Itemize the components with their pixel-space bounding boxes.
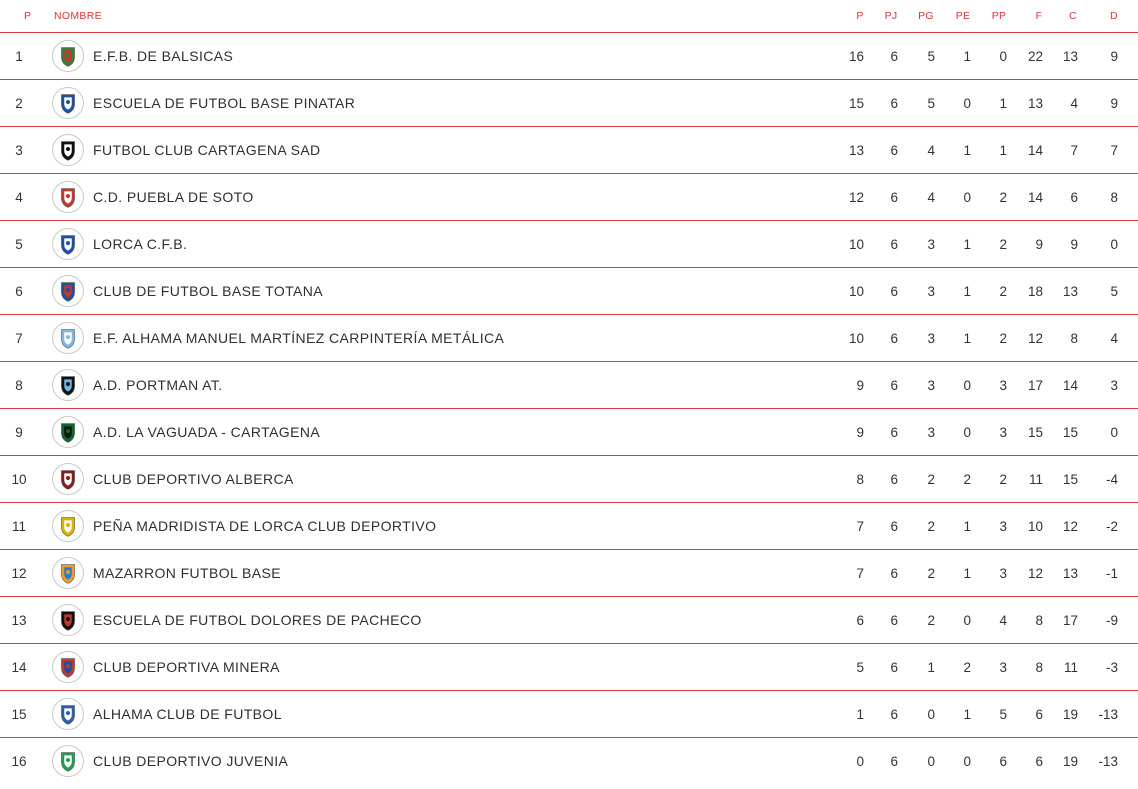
stat-p: 10 xyxy=(848,237,864,252)
stat-c: 13 xyxy=(1062,566,1078,581)
table-row[interactable] xyxy=(0,315,1138,362)
stat-pj: 6 xyxy=(890,707,898,722)
row-position: 6 xyxy=(15,284,23,299)
row-position: 1 xyxy=(15,49,23,64)
stat-c: 4 xyxy=(1070,96,1078,111)
row-position: 3 xyxy=(15,143,23,158)
stat-pj: 6 xyxy=(890,472,898,487)
team-name[interactable]: CLUB DEPORTIVO JUVENIA xyxy=(93,753,289,769)
stat-d: -9 xyxy=(1105,613,1118,628)
stat-d: 3 xyxy=(1110,378,1118,393)
stat-f: 6 xyxy=(1035,707,1043,722)
stat-p: 13 xyxy=(848,143,864,158)
stat-p: 5 xyxy=(856,660,864,675)
stat-pg: 0 xyxy=(927,707,935,722)
table-row[interactable] xyxy=(0,456,1138,503)
stat-pg: 4 xyxy=(927,143,935,158)
row-position: 13 xyxy=(11,613,27,628)
row-position: 8 xyxy=(15,378,23,393)
team-name[interactable]: E.F. ALHAMA MANUEL MARTÍNEZ CARPINTERÍA METÁLICA xyxy=(93,330,505,346)
stat-pp: 1 xyxy=(999,96,1007,111)
stat-p: 1 xyxy=(856,707,864,722)
stat-f: 15 xyxy=(1027,425,1043,440)
row-position: 7 xyxy=(15,331,23,346)
header-pos: P xyxy=(24,10,32,22)
row-position: 2 xyxy=(15,96,23,111)
team-name[interactable]: A.D. LA VAGUADA - CARTAGENA xyxy=(93,424,321,440)
stat-pg: 3 xyxy=(927,237,935,252)
stat-p: 10 xyxy=(848,331,864,346)
team-name[interactable]: CLUB DEPORTIVA MINERA xyxy=(93,659,280,675)
stat-c: 8 xyxy=(1070,331,1078,346)
stat-f: 14 xyxy=(1027,143,1043,158)
stat-pj: 6 xyxy=(890,754,898,769)
stat-c: 14 xyxy=(1062,378,1078,393)
stat-c: 15 xyxy=(1062,425,1078,440)
stat-pg: 3 xyxy=(927,331,935,346)
header-name: NOMBRE xyxy=(54,10,102,22)
alhama-cf-crest-icon xyxy=(52,698,84,730)
header-goals-for: F xyxy=(1035,10,1043,22)
stat-pp: 3 xyxy=(999,378,1007,393)
stat-c: 19 xyxy=(1062,707,1078,722)
table-row[interactable] xyxy=(0,80,1138,127)
stat-pj: 6 xyxy=(890,49,898,64)
team-name[interactable]: A.D. PORTMAN AT. xyxy=(93,377,223,393)
stat-f: 17 xyxy=(1027,378,1043,393)
stat-pe: 0 xyxy=(963,425,971,440)
stat-pj: 6 xyxy=(890,96,898,111)
header-lost: PP xyxy=(991,10,1007,22)
stat-f: 22 xyxy=(1027,49,1043,64)
stat-c: 9 xyxy=(1070,237,1078,252)
stat-f: 8 xyxy=(1035,660,1043,675)
portman-crest-icon xyxy=(52,369,84,401)
stat-pp: 2 xyxy=(999,331,1007,346)
stat-pg: 1 xyxy=(927,660,935,675)
stat-pp: 5 xyxy=(999,707,1007,722)
stat-f: 18 xyxy=(1027,284,1043,299)
stat-d: 8 xyxy=(1110,190,1118,205)
minera-crest-icon xyxy=(52,651,84,683)
stat-pj: 6 xyxy=(890,378,898,393)
stat-c: 19 xyxy=(1062,754,1078,769)
stat-c: 6 xyxy=(1070,190,1078,205)
alhama-mm-crest-icon xyxy=(52,322,84,354)
stat-d: -4 xyxy=(1105,472,1118,487)
row-position: 4 xyxy=(15,190,23,205)
table-row[interactable] xyxy=(0,362,1138,409)
stat-pg: 2 xyxy=(927,472,935,487)
stat-pe: 0 xyxy=(963,613,971,628)
stat-pe: 1 xyxy=(963,284,971,299)
table-row[interactable] xyxy=(0,644,1138,691)
stat-pe: 0 xyxy=(963,754,971,769)
stat-d: 4 xyxy=(1110,331,1118,346)
stat-d: 9 xyxy=(1110,49,1118,64)
stat-f: 10 xyxy=(1027,519,1043,534)
stat-pp: 2 xyxy=(999,237,1007,252)
stat-pj: 6 xyxy=(890,237,898,252)
stat-pg: 5 xyxy=(927,96,935,111)
stat-p: 16 xyxy=(848,49,864,64)
balsicas-crest-icon xyxy=(52,40,84,72)
team-name[interactable]: PEÑA MADRIDISTA DE LORCA CLUB DEPORTIVO xyxy=(93,518,437,534)
puebla-de-soto-crest-icon xyxy=(52,181,84,213)
stat-d: 7 xyxy=(1110,143,1118,158)
team-name[interactable]: ESCUELA DE FUTBOL BASE PINATAR xyxy=(93,95,356,111)
stat-f: 12 xyxy=(1027,566,1043,581)
stat-pj: 6 xyxy=(890,284,898,299)
stat-c: 11 xyxy=(1063,660,1078,675)
juvenia-crest-icon xyxy=(52,745,84,777)
stat-pj: 6 xyxy=(890,331,898,346)
stat-p: 0 xyxy=(856,754,864,769)
team-name[interactable]: E.F.B. DE BALSICAS xyxy=(93,48,234,64)
stat-pp: 3 xyxy=(999,566,1007,581)
dolores-pacheco-crest-icon xyxy=(52,604,84,636)
header-goals-against: C xyxy=(1069,10,1077,22)
table-row[interactable] xyxy=(0,268,1138,315)
stat-pj: 6 xyxy=(890,190,898,205)
row-position: 9 xyxy=(15,425,23,440)
table-row[interactable] xyxy=(0,127,1138,174)
stat-pg: 0 xyxy=(927,754,935,769)
header-drawn: PE xyxy=(955,10,971,22)
row-position: 16 xyxy=(11,754,27,769)
stat-pe: 1 xyxy=(963,519,971,534)
stat-pp: 4 xyxy=(999,613,1007,628)
stat-p: 9 xyxy=(856,425,864,440)
cartagena-crest-icon xyxy=(52,134,84,166)
stat-f: 12 xyxy=(1027,331,1043,346)
stat-d: -1 xyxy=(1105,566,1118,581)
stat-pg: 2 xyxy=(927,519,935,534)
stat-pe: 2 xyxy=(963,472,971,487)
stat-d: 0 xyxy=(1110,425,1118,440)
table-row[interactable] xyxy=(0,550,1138,597)
stat-d: 5 xyxy=(1110,284,1118,299)
table-header xyxy=(0,0,1138,33)
table-row[interactable] xyxy=(0,691,1138,738)
stat-pe: 1 xyxy=(963,143,971,158)
mazarron-crest-icon xyxy=(52,557,84,589)
stat-pp: 3 xyxy=(999,425,1007,440)
table-row[interactable] xyxy=(0,409,1138,456)
row-position: 10 xyxy=(11,472,27,487)
table-row[interactable] xyxy=(0,597,1138,644)
header-won: PG xyxy=(918,10,934,22)
stat-p: 10 xyxy=(848,284,864,299)
row-position: 11 xyxy=(11,519,26,534)
stat-p: 12 xyxy=(848,190,864,205)
table-row[interactable] xyxy=(0,221,1138,268)
stat-pe: 0 xyxy=(963,378,971,393)
stat-pp: 2 xyxy=(999,190,1007,205)
team-name[interactable]: FUTBOL CLUB CARTAGENA SAD xyxy=(93,142,321,158)
stat-pe: 1 xyxy=(963,707,971,722)
table-row[interactable] xyxy=(0,738,1138,785)
stat-c: 13 xyxy=(1062,49,1078,64)
row-position: 12 xyxy=(11,566,27,581)
team-name[interactable]: LORCA C.F.B. xyxy=(93,236,188,252)
stat-pp: 3 xyxy=(999,660,1007,675)
stat-pe: 1 xyxy=(963,331,971,346)
stat-pp: 1 xyxy=(999,143,1007,158)
team-name[interactable]: ESCUELA DE FUTBOL DOLORES DE PACHECO xyxy=(93,612,422,628)
header-played: PJ xyxy=(884,10,898,22)
stat-pj: 6 xyxy=(890,143,898,158)
row-position: 14 xyxy=(11,660,27,675)
stat-pg: 3 xyxy=(927,284,935,299)
stat-d: -13 xyxy=(1098,754,1118,769)
table-row[interactable] xyxy=(0,174,1138,221)
team-name[interactable]: CLUB DE FUTBOL BASE TOTANA xyxy=(93,283,324,299)
stat-pe: 0 xyxy=(963,190,971,205)
stat-pg: 4 xyxy=(927,190,935,205)
stat-f: 13 xyxy=(1027,96,1043,111)
team-name[interactable]: CLUB DEPORTIVO ALBERCA xyxy=(93,471,294,487)
stat-pj: 6 xyxy=(890,660,898,675)
stat-pj: 6 xyxy=(890,425,898,440)
table-body xyxy=(0,33,1138,785)
stat-pg: 3 xyxy=(927,378,935,393)
stat-f: 8 xyxy=(1035,613,1043,628)
stat-pe: 1 xyxy=(963,237,971,252)
stat-pg: 2 xyxy=(927,566,935,581)
team-name[interactable]: ALHAMA CLUB DE FUTBOL xyxy=(93,706,282,722)
stat-c: 13 xyxy=(1062,284,1078,299)
stat-pg: 5 xyxy=(927,49,935,64)
stat-pp: 3 xyxy=(999,519,1007,534)
stat-f: 14 xyxy=(1027,190,1043,205)
team-name[interactable]: MAZARRON FUTBOL BASE xyxy=(93,565,281,581)
row-position: 15 xyxy=(11,707,27,722)
stat-f: 6 xyxy=(1035,754,1043,769)
stat-p: 9 xyxy=(856,378,864,393)
stat-pp: 2 xyxy=(999,284,1007,299)
la-vaguada-crest-icon xyxy=(52,416,84,448)
stat-c: 15 xyxy=(1062,472,1078,487)
stat-pg: 3 xyxy=(927,425,935,440)
stat-p: 7 xyxy=(856,566,864,581)
stat-d: -3 xyxy=(1105,660,1118,675)
stat-c: 17 xyxy=(1062,613,1078,628)
stat-pj: 6 xyxy=(890,519,898,534)
table-row[interactable] xyxy=(0,503,1138,550)
totana-crest-icon xyxy=(52,275,84,307)
stat-d: -13 xyxy=(1098,707,1118,722)
stat-d: 9 xyxy=(1110,96,1118,111)
pinatar-crest-icon xyxy=(52,87,84,119)
stat-pp: 6 xyxy=(999,754,1007,769)
stat-f: 9 xyxy=(1035,237,1043,252)
stat-pp: 2 xyxy=(999,472,1007,487)
table-row[interactable] xyxy=(0,33,1138,80)
stat-p: 15 xyxy=(848,96,864,111)
stat-pj: 6 xyxy=(890,613,898,628)
stat-c: 12 xyxy=(1062,519,1078,534)
header-goal-diff: D xyxy=(1110,10,1118,22)
stat-pe: 1 xyxy=(963,49,971,64)
pena-madridista-crest-icon xyxy=(52,510,84,542)
stat-p: 7 xyxy=(856,519,864,534)
stat-pe: 0 xyxy=(963,96,971,111)
stat-p: 8 xyxy=(856,472,864,487)
stat-pp: 0 xyxy=(999,49,1007,64)
lorca-crest-icon xyxy=(52,228,84,260)
team-name[interactable]: C.D. PUEBLA DE SOTO xyxy=(93,189,254,205)
stat-pj: 6 xyxy=(890,566,898,581)
stat-c: 7 xyxy=(1070,143,1078,158)
stat-f: 11 xyxy=(1028,472,1043,487)
stat-pe: 2 xyxy=(963,660,971,675)
header-points: P xyxy=(856,10,864,22)
alberca-crest-icon xyxy=(52,463,84,495)
stat-d: 0 xyxy=(1110,237,1118,252)
stat-pe: 1 xyxy=(963,566,971,581)
stat-p: 6 xyxy=(856,613,864,628)
stat-pg: 2 xyxy=(927,613,935,628)
stat-d: -2 xyxy=(1105,519,1118,534)
row-position: 5 xyxy=(15,237,23,252)
